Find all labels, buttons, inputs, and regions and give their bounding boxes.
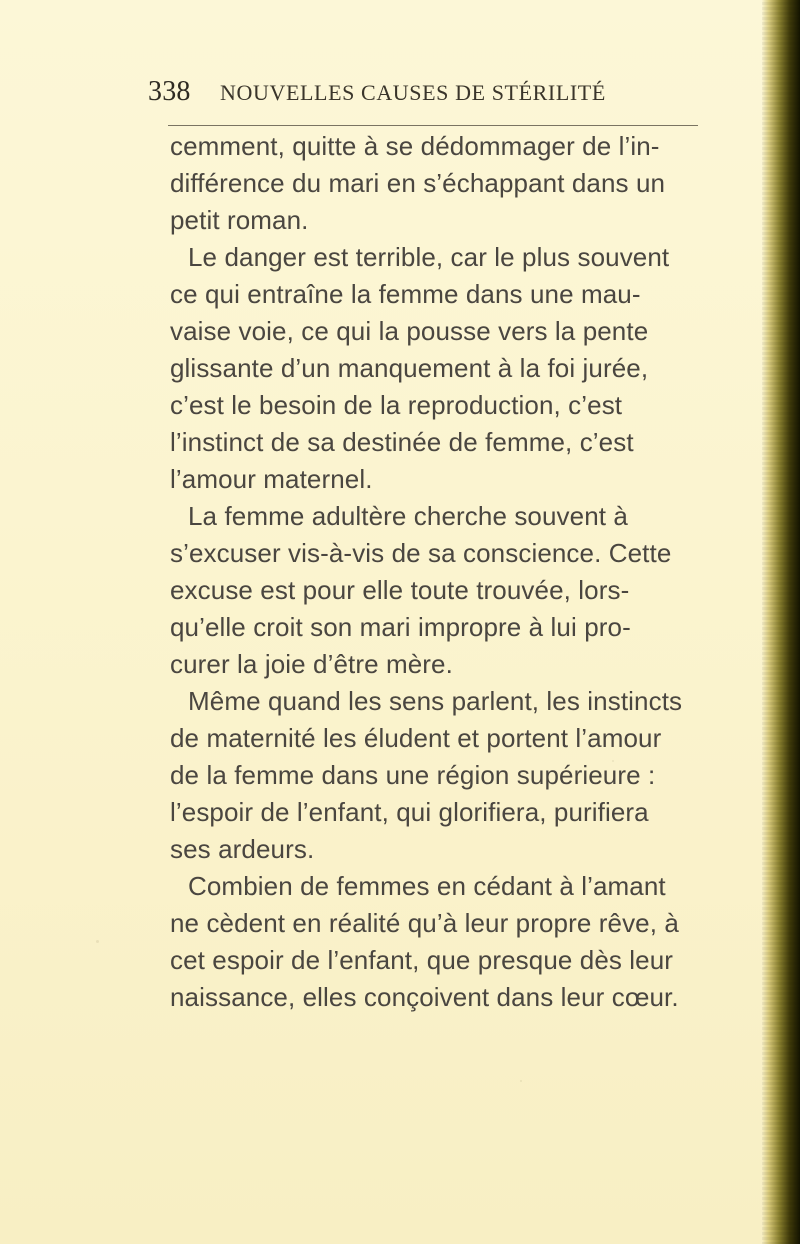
text-line: curer la joie d’être mère.: [170, 649, 453, 679]
text-line: Le danger est terrible, car le plus souvent: [188, 242, 670, 272]
header-rule: [168, 125, 698, 126]
text-line: différence du mari en s’échappant dans un: [170, 168, 666, 198]
text-line: La femme adultère cherche souvent à: [188, 501, 628, 531]
text-line: cet espoir de l’enfant, que presque dès leur: [170, 945, 674, 975]
page-header: [148, 78, 708, 126]
text-line: glissante d’un manquement à la foi jurée,: [170, 353, 649, 383]
running-head: NOUVELLES CAUSES DE STÉRILITÉ: [220, 80, 606, 105]
text-line: Même quand les sens parlent, les instincts: [188, 686, 683, 716]
text-line: Combien de femmes en cédant à l’amant: [188, 871, 666, 901]
text-line: de la femme dans une région supérieure :: [170, 760, 656, 790]
page-edge: [762, 0, 800, 1244]
text-line: cemment, quitte à se dédommager de l’in-: [170, 131, 660, 161]
text-line: l’amour maternel.: [170, 464, 373, 494]
text-line: s’excuser vis-à-vis de sa conscience. Cette: [170, 538, 672, 568]
text-line: excuse est pour elle toute trouvée, lors-: [170, 575, 630, 605]
text-line: ne cèdent en réalité qu’à leur propre rêve, à: [170, 908, 679, 938]
paper-speck: [96, 940, 99, 943]
text-line: l’instinct de sa destinée de femme, c’est: [170, 427, 634, 457]
text-line: l’espoir de l’enfant, qui glorifiera, purifiera: [170, 797, 649, 827]
text-line: qu’elle croit son mari impropre à lui pro-: [170, 612, 631, 642]
paper-speck: [520, 1080, 522, 1082]
text-line: de maternité les éludent et portent l’amour: [170, 723, 662, 753]
body-text: [170, 128, 710, 1016]
page-number: 338: [148, 76, 191, 107]
text-line: ce qui entraîne la femme dans une mau-: [170, 279, 641, 309]
text-line: ses ardeurs.: [170, 834, 315, 864]
text-line: c’est le besoin de la reproduction, c’est: [170, 390, 623, 420]
text-line: petit roman.: [170, 205, 309, 235]
text-line: vaise voie, ce qui la pousse vers la pente: [170, 316, 649, 346]
text-line: naissance, elles conçoivent dans leur cœur.: [170, 982, 679, 1012]
